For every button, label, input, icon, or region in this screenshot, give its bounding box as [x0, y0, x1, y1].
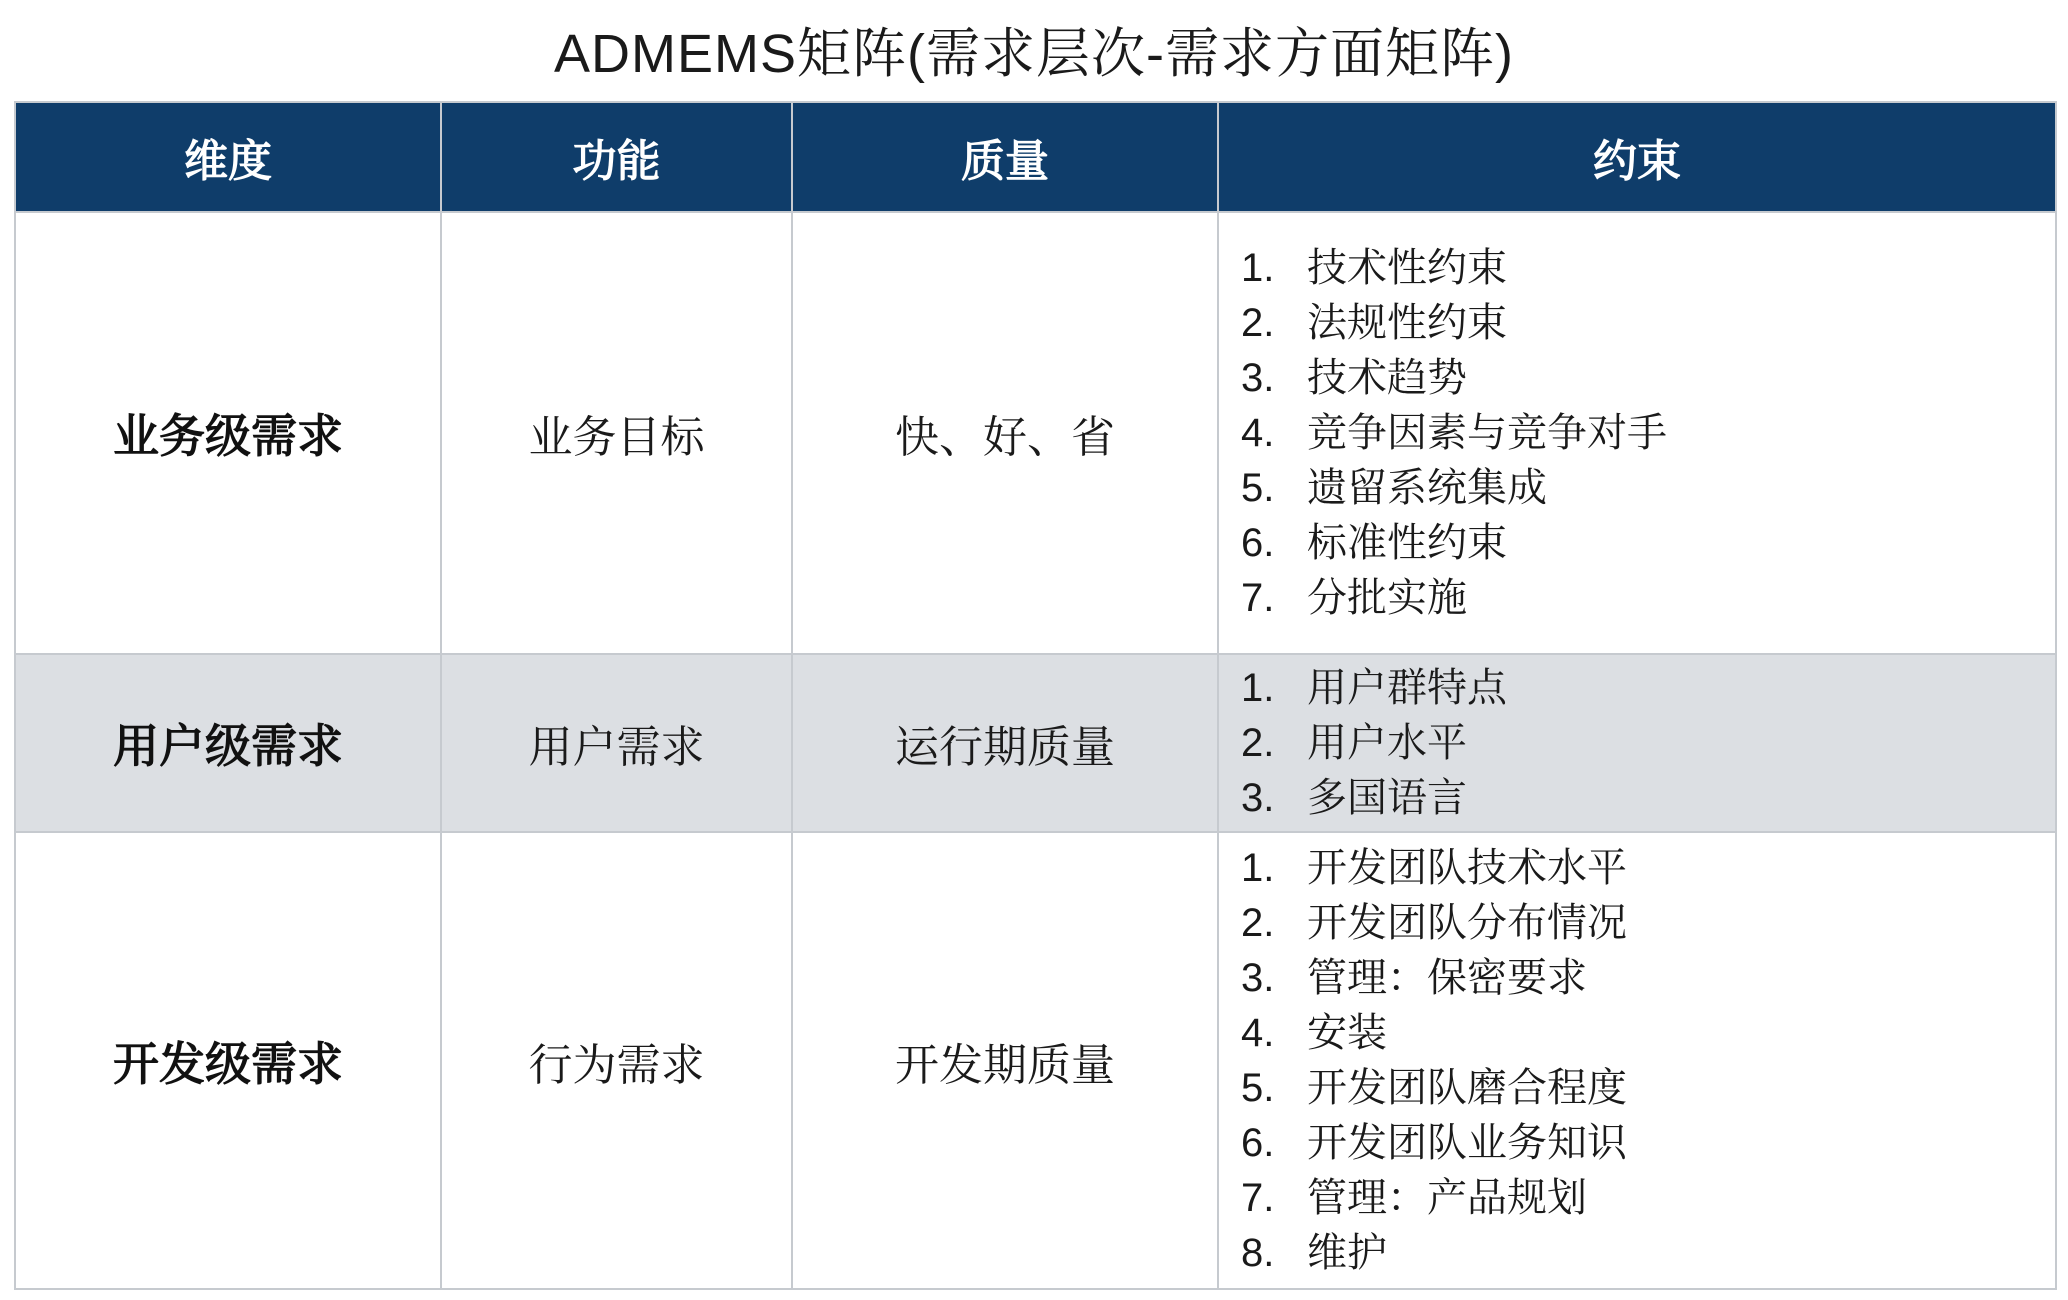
constraint-item: 开发团队技术水平	[1307, 845, 1627, 890]
column-header-function: 功能	[441, 102, 792, 212]
constraint-item: 标准性约束	[1307, 520, 1507, 565]
constraint-item: 维护	[1307, 1230, 1387, 1275]
constraints-cell	[1218, 832, 2056, 1289]
dimension-cell: 用户级需求	[15, 654, 441, 832]
quality-cell: 快、好、省	[792, 212, 1218, 654]
constraint-item: 用户水平	[1307, 720, 1467, 765]
constraint-item: 开发团队磨合程度	[1307, 1065, 1627, 1110]
constraint-item: 技术性约束	[1307, 245, 1507, 290]
table-row-user-level	[15, 654, 2056, 832]
dimension-cell: 开发级需求	[15, 832, 441, 1289]
function-cell: 业务目标	[441, 212, 792, 654]
constraint-item: 管理：保密要求	[1307, 955, 1587, 1000]
quality-cell: 运行期质量	[792, 654, 1218, 832]
constraint-item: 开发团队分布情况	[1307, 900, 1627, 945]
column-header-quality: 质量	[792, 102, 1218, 212]
constraints-list	[1219, 241, 2055, 626]
constraints-cell	[1218, 212, 2056, 654]
constraint-item: 安装	[1307, 1010, 1387, 1055]
constraints-list	[1219, 661, 2055, 826]
constraint-item: 管理：产品规划	[1307, 1175, 1587, 1220]
admems-matrix-table	[14, 101, 2057, 1290]
table-header-row	[15, 102, 2056, 212]
constraint-item: 技术趋势	[1307, 355, 1467, 400]
constraint-item: 多国语言	[1307, 775, 1467, 820]
constraint-item: 法规性约束	[1307, 300, 1507, 345]
constraint-item: 竞争因素与竞争对手	[1307, 410, 1667, 455]
function-cell: 用户需求	[441, 654, 792, 832]
constraint-item: 遗留系统集成	[1307, 465, 1547, 510]
constraint-item: 开发团队业务知识	[1307, 1120, 1627, 1165]
table-row-business-level	[15, 212, 2056, 654]
constraints-cell	[1218, 654, 2056, 832]
constraint-item: 分批实施	[1307, 575, 1467, 620]
page-title: ADMEMS矩阵(需求层次-需求方面矩阵)	[554, 24, 1514, 84]
table-row-development-level	[15, 832, 2056, 1289]
column-header-dimension: 维度	[15, 102, 441, 212]
function-cell: 行为需求	[441, 832, 792, 1289]
quality-cell: 开发期质量	[792, 832, 1218, 1289]
dimension-cell: 业务级需求	[15, 212, 441, 654]
column-header-constraint: 约束	[1218, 102, 2056, 212]
constraint-item: 用户群特点	[1307, 665, 1507, 710]
constraints-list	[1219, 841, 2055, 1281]
